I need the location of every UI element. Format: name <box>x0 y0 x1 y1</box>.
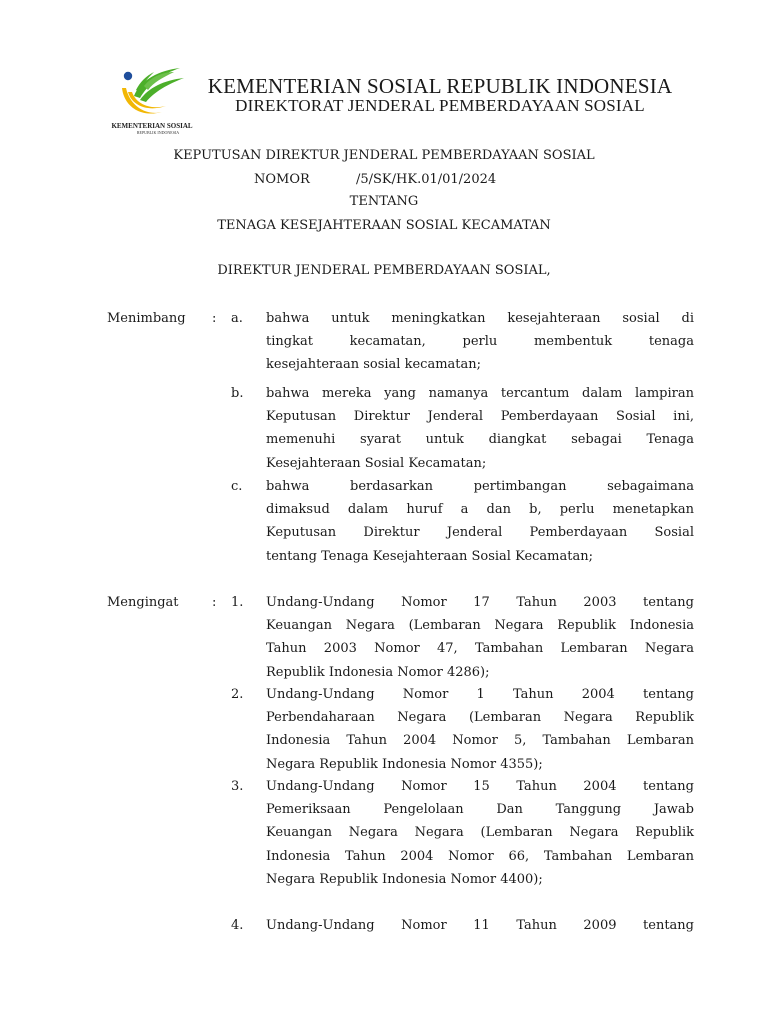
tentang-label: TENTANG <box>349 194 419 209</box>
text-line: tingkat kecamatan, perlu membentuk tenaga <box>266 334 694 350</box>
text-line: Republik Indonesia Nomor 4286); <box>266 664 490 680</box>
text-line: Negara Republik Indonesia Nomor 4355); <box>266 756 543 772</box>
menimbang-colon: : <box>212 311 217 326</box>
menimbang-label: Menimbang <box>107 311 186 326</box>
nomor-label: NOMOR <box>254 172 310 187</box>
text-line: Keuangan Negara (Lembaran Negara Republik Indonesia <box>266 618 694 634</box>
ministry-logo <box>104 66 200 142</box>
mengingat-marker-4: 4. <box>231 918 244 933</box>
mengingat-marker-1: 1. <box>231 595 244 610</box>
text-line: Perbendaharaan Negara (Lembaran Negara Republik <box>266 710 694 726</box>
mengingat-item-4 <box>266 914 694 937</box>
issuer-line: DIREKTUR JENDERAL PEMBERDAYAAN SOSIAL, <box>217 263 551 278</box>
text-line: Negara Republik Indonesia Nomor 4400); <box>266 871 543 887</box>
logo-subcaption: REPUBLIK INDONESIA <box>136 130 180 135</box>
mengingat-marker-3: 3. <box>231 779 244 794</box>
mengingat-label: Mengingat <box>107 595 179 610</box>
text-line: kesejahteraan sosial kecamatan; <box>266 357 482 373</box>
menimbang-item-a <box>266 307 694 377</box>
mengingat-item-2 <box>266 683 694 776</box>
text-line: Indonesia Tahun 2004 Nomor 5, Tambahan Lembaran <box>266 733 694 749</box>
mengingat-marker-2: 2. <box>231 687 244 702</box>
directorate-name: DIREKTORAT JENDERAL PEMBERDAYAAN SOSIAL <box>235 96 645 115</box>
decree-subject: TENAGA KESEJAHTERAAN SOSIAL KECAMATAN <box>217 218 551 233</box>
text-line: Keputusan Direktur Jenderal Pemberdayaan Sosial ini, <box>266 409 694 425</box>
text-line: Kesejahteraan Sosial Kecamatan; <box>266 455 487 471</box>
text-line: Pemeriksaan Pengelolaan Dan Tanggung Jawab <box>266 802 694 818</box>
text-line: memenuhi syarat untuk diangkat sebagai Tenaga <box>266 432 694 448</box>
text-line: Undang-Undang Nomor 11 Tahun 2009 tentang <box>266 918 694 933</box>
text-line: Keuangan Negara Negara (Lembaran Negara Republik <box>266 825 694 841</box>
text-line: Keputusan Direktur Jenderal Pemberdayaan Sosial <box>266 525 694 541</box>
text-line: Undang-Undang Nomor 15 Tahun 2004 tentang <box>266 779 694 794</box>
mengingat-colon: : <box>212 595 217 610</box>
nomor-value: /5/SK/HK.01/01/2024 <box>356 172 497 187</box>
logo-caption: KEMENTERIAN SOSIAL <box>111 122 193 130</box>
decree-title: KEPUTUSAN DIREKTUR JENDERAL PEMBERDAYAAN SOSIAL <box>173 148 595 163</box>
text-line: dimaksud dalam huruf a dan b, perlu menetapkan <box>266 502 694 518</box>
text-line: bahwa berdasarkan pertimbangan sebagaimana <box>266 479 694 494</box>
text-line: Tahun 2003 Nomor 47, Tambahan Lembaran Negara <box>266 641 694 657</box>
text-line: tentang Tenaga Kesejahteraan Sosial Kecamatan; <box>266 548 593 564</box>
text-line: bahwa mereka yang namanya tercantum dalam lampiran <box>266 386 694 401</box>
garuda-leaf-emblem-icon <box>114 66 190 124</box>
menimbang-item-b <box>266 382 694 475</box>
mengingat-item-3 <box>266 775 694 891</box>
ministry-name: KEMENTERIAN SOSIAL REPUBLIK INDONESIA <box>207 74 673 98</box>
text-line: Indonesia Tahun 2004 Nomor 66, Tambahan Lembaran <box>266 848 694 864</box>
text-line: bahwa untuk meningkatkan kesejahteraan sosial di <box>266 311 694 326</box>
mengingat-item-1 <box>266 591 694 684</box>
menimbang-item-c <box>266 475 694 568</box>
menimbang-marker-a: a. <box>231 311 243 326</box>
menimbang-marker-b: b. <box>231 386 244 401</box>
text-line: Undang-Undang Nomor 17 Tahun 2003 tentang <box>266 595 694 610</box>
menimbang-marker-c: c. <box>231 479 243 494</box>
text-line: Undang-Undang Nomor 1 Tahun 2004 tentang <box>266 687 694 702</box>
